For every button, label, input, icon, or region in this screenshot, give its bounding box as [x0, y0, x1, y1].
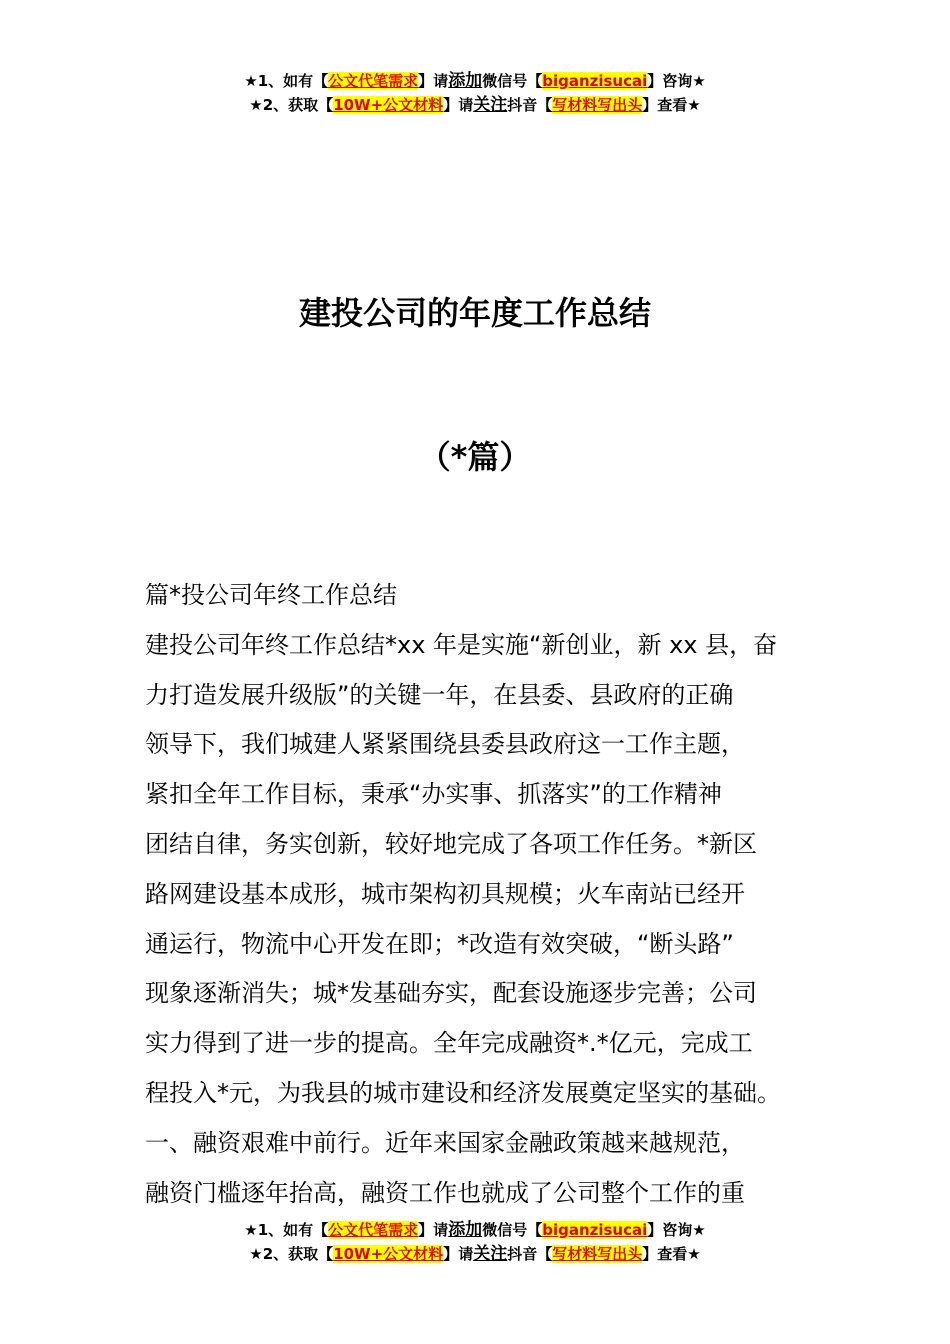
body-line: 篇*投公司年终工作总结: [145, 581, 397, 609]
document-subtitle: （*篇）: [418, 438, 532, 476]
banner-text: ★2、获取【: [249, 96, 334, 114]
banner-highlight: 写材料写出头: [552, 1245, 643, 1263]
header-banner: [0, 69, 950, 117]
banner-text: 】查看★: [642, 1245, 701, 1263]
banner-text: 】咨询★: [647, 1221, 706, 1239]
body-line: 现象逐渐消失；城*发基础夯实，配套设施逐步完善；公司: [145, 979, 757, 1008]
banner-highlight: biganzisucai: [542, 1221, 648, 1239]
banner-highlight: 公文代笔需求: [328, 72, 419, 90]
banner-highlight: 10W+公文材料: [333, 1245, 444, 1263]
banner-text: 】请: [443, 1245, 474, 1263]
document-body: [145, 571, 835, 1218]
document-title: 建投公司的年度工作总结: [298, 294, 651, 332]
body-line: 领导下，我们城建人紧紧围绕县委县政府这一工作主题，: [145, 730, 745, 759]
banner-text: 】咨询★: [647, 72, 706, 90]
banner-emphasis: 添加: [448, 1220, 483, 1240]
body-line: 实力得到了进一步的提高。全年完成融资*.*亿元，完成工: [145, 1029, 753, 1058]
banner-text: 抖音【: [507, 1245, 553, 1263]
banner-text: 】请: [443, 96, 474, 114]
body-line: 融资门槛逐年抬高，融资工作也就成了公司整个工作的重: [145, 1178, 745, 1207]
banner-emphasis: 关注: [473, 1244, 508, 1264]
banner-text: 抖音【: [507, 96, 553, 114]
body-line: 团结自律，务实创新，较好地完成了各项工作任务。*新区: [145, 829, 757, 858]
body-line: 一、融资艰难中前行。近年来国家金融政策越来越规范，: [145, 1128, 745, 1157]
banner-highlight: 10W+公文材料: [333, 96, 444, 114]
body-line: 紧扣全年工作目标，秉承“办实事、抓落实”的工作精神: [145, 780, 722, 809]
banner-highlight: 公文代笔需求: [328, 1221, 419, 1239]
banner-highlight: biganzisucai: [542, 72, 648, 90]
banner-text: ★1、如有【: [244, 72, 329, 90]
banner-text: 】请: [418, 1221, 449, 1239]
body-line: 通运行，物流中心开发在即；*改造有效突破，“断头路”: [145, 929, 734, 958]
banner-emphasis: 关注: [473, 95, 508, 115]
banner-text: 微信号【: [482, 1221, 543, 1239]
banner-text: ★2、获取【: [249, 1245, 334, 1263]
banner-emphasis: 添加: [448, 71, 483, 91]
body-line: 路网建设基本成形，城市架构初具规模；火车南站已经开: [145, 879, 745, 908]
body-line: 建投公司年终工作总结*xx 年是实施“新创业，新 xx 县，奋: [145, 630, 778, 659]
banner-text: ★1、如有【: [244, 1221, 329, 1239]
banner-text: 】请: [418, 72, 449, 90]
banner-highlight: 写材料写出头: [552, 96, 643, 114]
footer-banner: [0, 1218, 950, 1266]
body-line: 程投入*元，为我县的城市建设和经济发展奠定坚实的基础。: [145, 1078, 781, 1107]
banner-text: 微信号【: [482, 72, 543, 90]
banner-text: 】查看★: [642, 96, 701, 114]
body-line: 力打造发展升级版”的关键一年，在县委、县政府的正确: [145, 680, 734, 709]
